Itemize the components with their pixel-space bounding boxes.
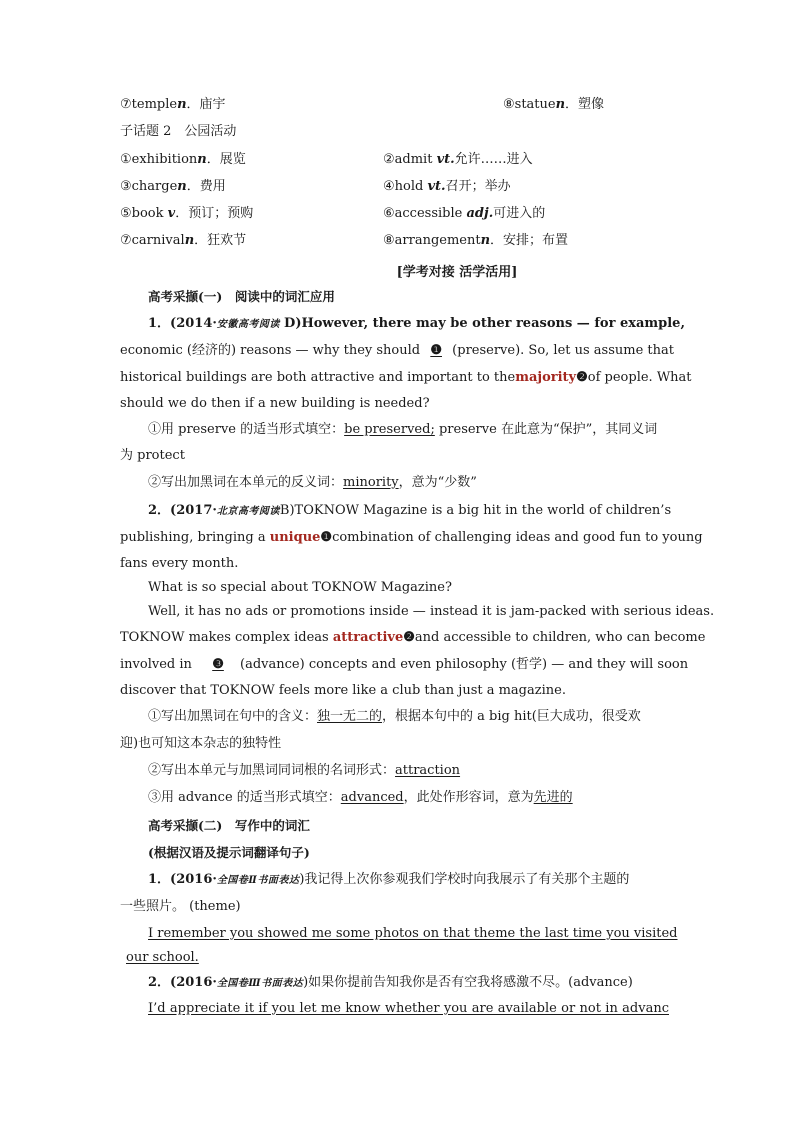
q2-line8: discover that TOKNOW feels more like a club than just a magazine. <box>120 683 566 698</box>
q1-answer-1 <box>148 421 657 439</box>
vocab-word: ⑦carnival <box>120 233 185 248</box>
q2-answer-value: attraction <box>395 763 461 778</box>
w1-number: 1．(2016· <box>148 872 217 887</box>
q1-line3 <box>120 369 692 387</box>
part2-heading: 高考采撷(二) 写作中的词汇 <box>148 818 310 833</box>
vocab-row <box>120 205 546 223</box>
w1-answer-line2: our school. <box>126 950 199 965</box>
w2-prompt <box>148 974 633 993</box>
vocab-meaning: 召开；举办 <box>445 179 511 194</box>
w1-answer-line1: I remember you showed me some photos on that theme the last time you visited <box>148 926 678 941</box>
q1-text: economic (经济的) reasons — why they should <box>120 343 421 358</box>
q1-text: D)However, there may be other reasons — for example, <box>284 316 685 331</box>
q1-blank-1: ❶ <box>430 343 442 358</box>
q1-answer-value: be preserved; <box>344 422 435 437</box>
q1-answer-2 <box>148 474 477 492</box>
q2-text: combination of challenging ideas and good fun to young <box>332 530 703 545</box>
q1-answer-text: ，意为“少数” <box>398 475 477 490</box>
q2-answer-label: ③用 advance 的适当形式填空： <box>148 790 341 805</box>
vocab-meaning: ．展览 <box>206 152 246 167</box>
q2-answer-text: ，根据本句中的 a big hit(巨大成功，很受欢 <box>382 709 641 724</box>
vocab-pos: vt. <box>427 179 446 194</box>
vocab-meaning: ．安排；布置 <box>490 233 569 248</box>
vocab-word: ⑤book <box>120 206 164 221</box>
q2-text: B)TOKNOW Magazine is a big hit in the world of children’s <box>279 503 672 518</box>
vocab-word: ⑧statue <box>503 97 556 112</box>
subtopic-heading: 子话题 2 公园活动 <box>120 124 237 139</box>
vocab-word: ④hold <box>383 179 424 194</box>
q1-line2 <box>120 342 674 360</box>
q2-answer-value: advanced <box>340 790 404 805</box>
q1-answer-text: preserve 在此意为“保护”，其同义词 <box>434 422 658 437</box>
q2-line4: What is so special about TOKNOW Magazine? <box>148 580 452 595</box>
q1-line4: should we do then if a new building is needed? <box>120 396 430 411</box>
vocab-pos: n <box>177 179 187 194</box>
q2-answer-1-cont: 迎)也可知这本杂志的独特性 <box>120 736 282 751</box>
section-tag: [学考对接 活学活用] <box>396 265 518 280</box>
q2-keyword-attractive: attractive <box>332 630 404 645</box>
q1-text: of people. What <box>587 370 692 385</box>
q2-line5: Well, it has no ads or promotions inside — instead it is jam-packed with serious ideas. <box>148 604 715 619</box>
q2-blank-3: ❸ <box>212 657 224 672</box>
part2-instruction: (根据汉语及提示词翻译句子) <box>148 845 310 860</box>
q2-answer-label: ②写出本单元与加黑词同词根的名词形式： <box>148 763 396 778</box>
q2-number: 2．(2017· <box>148 503 217 518</box>
q2-mark: ❶ <box>320 530 333 545</box>
q2-text: and accessible to children, who can become <box>414 630 706 645</box>
w1-text: )我记得上次你参观我们学校时向我展示了有关那个主题的 <box>299 872 630 887</box>
w1-source: 全国卷Ⅱ书面表达 <box>216 875 300 886</box>
vocab-pos: n <box>177 97 187 112</box>
q1-keyword-majority: majority <box>515 370 577 385</box>
vocab-word: ①exhibition <box>120 152 198 167</box>
q2-answer-value: 独一无二的 <box>317 709 383 724</box>
w1-prompt <box>148 871 629 890</box>
vocab-pos: n <box>480 233 491 248</box>
w1-prompt-cont: 一些照片。 (theme) <box>120 899 241 914</box>
vocab-pos: n <box>555 97 566 112</box>
q2-line6 <box>120 629 706 647</box>
w2-text: )如果你提前告知我你是否有空我将感激不尽。(advance) <box>303 975 633 990</box>
vocab-word: ②admit <box>383 152 433 167</box>
vocab-pos: vt. <box>436 152 455 167</box>
q2-line1 <box>148 502 674 521</box>
q2-keyword-unique: unique <box>269 530 321 545</box>
q2-answer-text: ，此处作形容词，意为 <box>403 790 534 805</box>
w2-source: 全国卷Ⅲ书面表达 <box>216 978 304 989</box>
vocab-pos: n <box>197 152 207 167</box>
q2-line2 <box>120 529 703 547</box>
w2-number: 2．(2016· <box>148 975 217 990</box>
vocab-meaning: ．庙宇 <box>186 97 226 112</box>
vocab-meaning: 允许……进入 <box>454 152 533 167</box>
q1-number: 1．(2014· <box>148 316 217 331</box>
vocab-row <box>120 96 605 114</box>
vocab-word: ⑦temple <box>120 97 178 112</box>
vocab-pos: v <box>167 206 176 221</box>
vocab-pos: n <box>184 233 195 248</box>
q1-text: (preserve). So, let us assume that <box>452 343 674 358</box>
q2-text: publishing, bringing a <box>120 530 266 545</box>
q2-answer-label: ①写出加黑词在句中的含义： <box>148 709 318 724</box>
w2-answer-line1: I’d appreciate it if you let me know whether you are available or not in advanc <box>148 1001 669 1016</box>
q1-text: historical buildings are both attractive and important to the <box>120 370 516 385</box>
q2-line7 <box>120 656 689 674</box>
vocab-row <box>120 232 569 250</box>
q2-source: 北京高考阅读 <box>216 506 280 517</box>
q1-answer-value: minority <box>343 475 399 490</box>
q2-line3: fans every month. <box>120 556 239 571</box>
vocab-meaning: ．费用 <box>186 179 226 194</box>
vocab-meaning: ．塑像 <box>565 97 605 112</box>
q2-text: (advance) concepts and even philosophy (哲学) — and they will soon <box>240 657 689 672</box>
q2-mark: ❷ <box>403 630 415 645</box>
q1-line1 <box>148 315 685 334</box>
vocab-meaning: ．狂欢节 <box>194 233 247 248</box>
q2-text: involved in <box>120 657 192 672</box>
q1-answer-label: ②写出加黑词在本单元的反义词： <box>148 475 344 490</box>
vocab-pos: adj. <box>466 206 494 221</box>
q1-source: 安徽高考阅读 <box>216 319 280 330</box>
vocab-row <box>120 178 511 196</box>
q2-answer-3 <box>148 789 573 807</box>
q2-text: TOKNOW makes complex ideas <box>120 630 329 645</box>
vocab-row <box>120 151 533 169</box>
q2-answer-value: 先进的 <box>533 790 573 805</box>
q1-answer-label: ①用 preserve 的适当形式填空： <box>148 422 345 437</box>
q1-mark: ❷ <box>576 370 588 385</box>
q1-answer-1-cont: 为 protect <box>120 448 185 463</box>
vocab-word: ③charge <box>120 179 178 194</box>
vocab-meaning: ．预订；预购 <box>175 206 254 221</box>
vocab-word: ⑧arrangement <box>383 233 481 248</box>
q2-answer-1 <box>148 708 641 726</box>
q2-answer-2 <box>148 762 460 780</box>
vocab-meaning: 可进入的 <box>493 206 546 221</box>
vocab-word: ⑥accessible <box>383 206 463 221</box>
part1-heading: 高考采撷(一) 阅读中的词汇应用 <box>148 289 335 304</box>
